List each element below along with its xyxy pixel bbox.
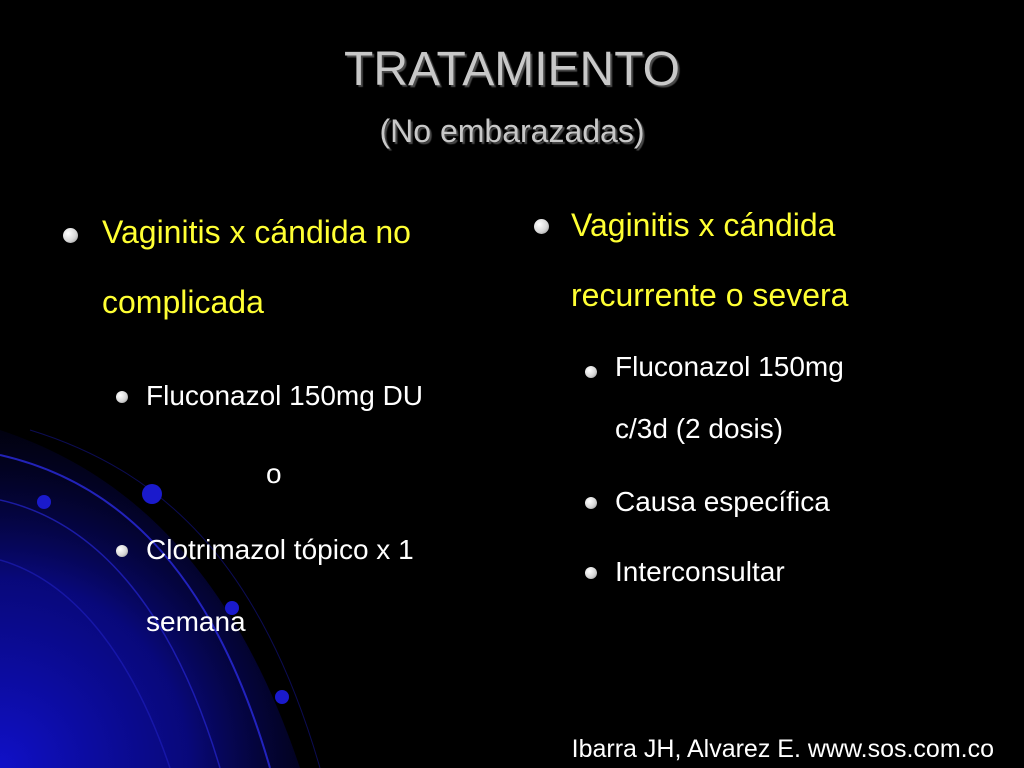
bullet-dot (585, 497, 597, 509)
bullet-dot (63, 228, 78, 243)
left-item2-line1: Clotrimazol tópico x 1 (146, 534, 414, 565)
left-heading-line2: complicada (102, 284, 264, 320)
left-item-clotrimazol (146, 514, 414, 658)
bullet-dot (116, 545, 128, 557)
right-item-fluconazol (615, 336, 844, 460)
slide-subtitle: (No embarazadas) (379, 113, 645, 149)
left-item-fluconazol: Fluconazol 150mg DU (146, 380, 424, 411)
left-item2-line2: semana (146, 606, 246, 637)
right-heading-line1: Vaginitis x cándida (571, 207, 836, 243)
bullet-dot (585, 567, 597, 579)
right-item-interconsultar: Interconsultar (615, 556, 785, 587)
left-separator-o: o (266, 458, 282, 489)
right-heading-line2: recurrente o severa (571, 277, 849, 313)
left-heading-line1: Vaginitis x cándida no (102, 214, 411, 250)
bullet-dot (116, 391, 128, 403)
bullet-dot (534, 219, 549, 234)
right-item1-line1: Fluconazol 150mg (615, 351, 844, 382)
slide-title: TRATAMIENTO (344, 43, 680, 96)
bullet-dot (585, 366, 597, 378)
left-heading (102, 197, 411, 337)
right-heading (571, 190, 848, 330)
right-item1-line2: c/3d (2 dosis) (615, 413, 784, 444)
right-item-causa: Causa específica (615, 486, 830, 517)
footer-citation: Ibarra JH, Alvarez E. www.sos.com.co (571, 735, 994, 763)
